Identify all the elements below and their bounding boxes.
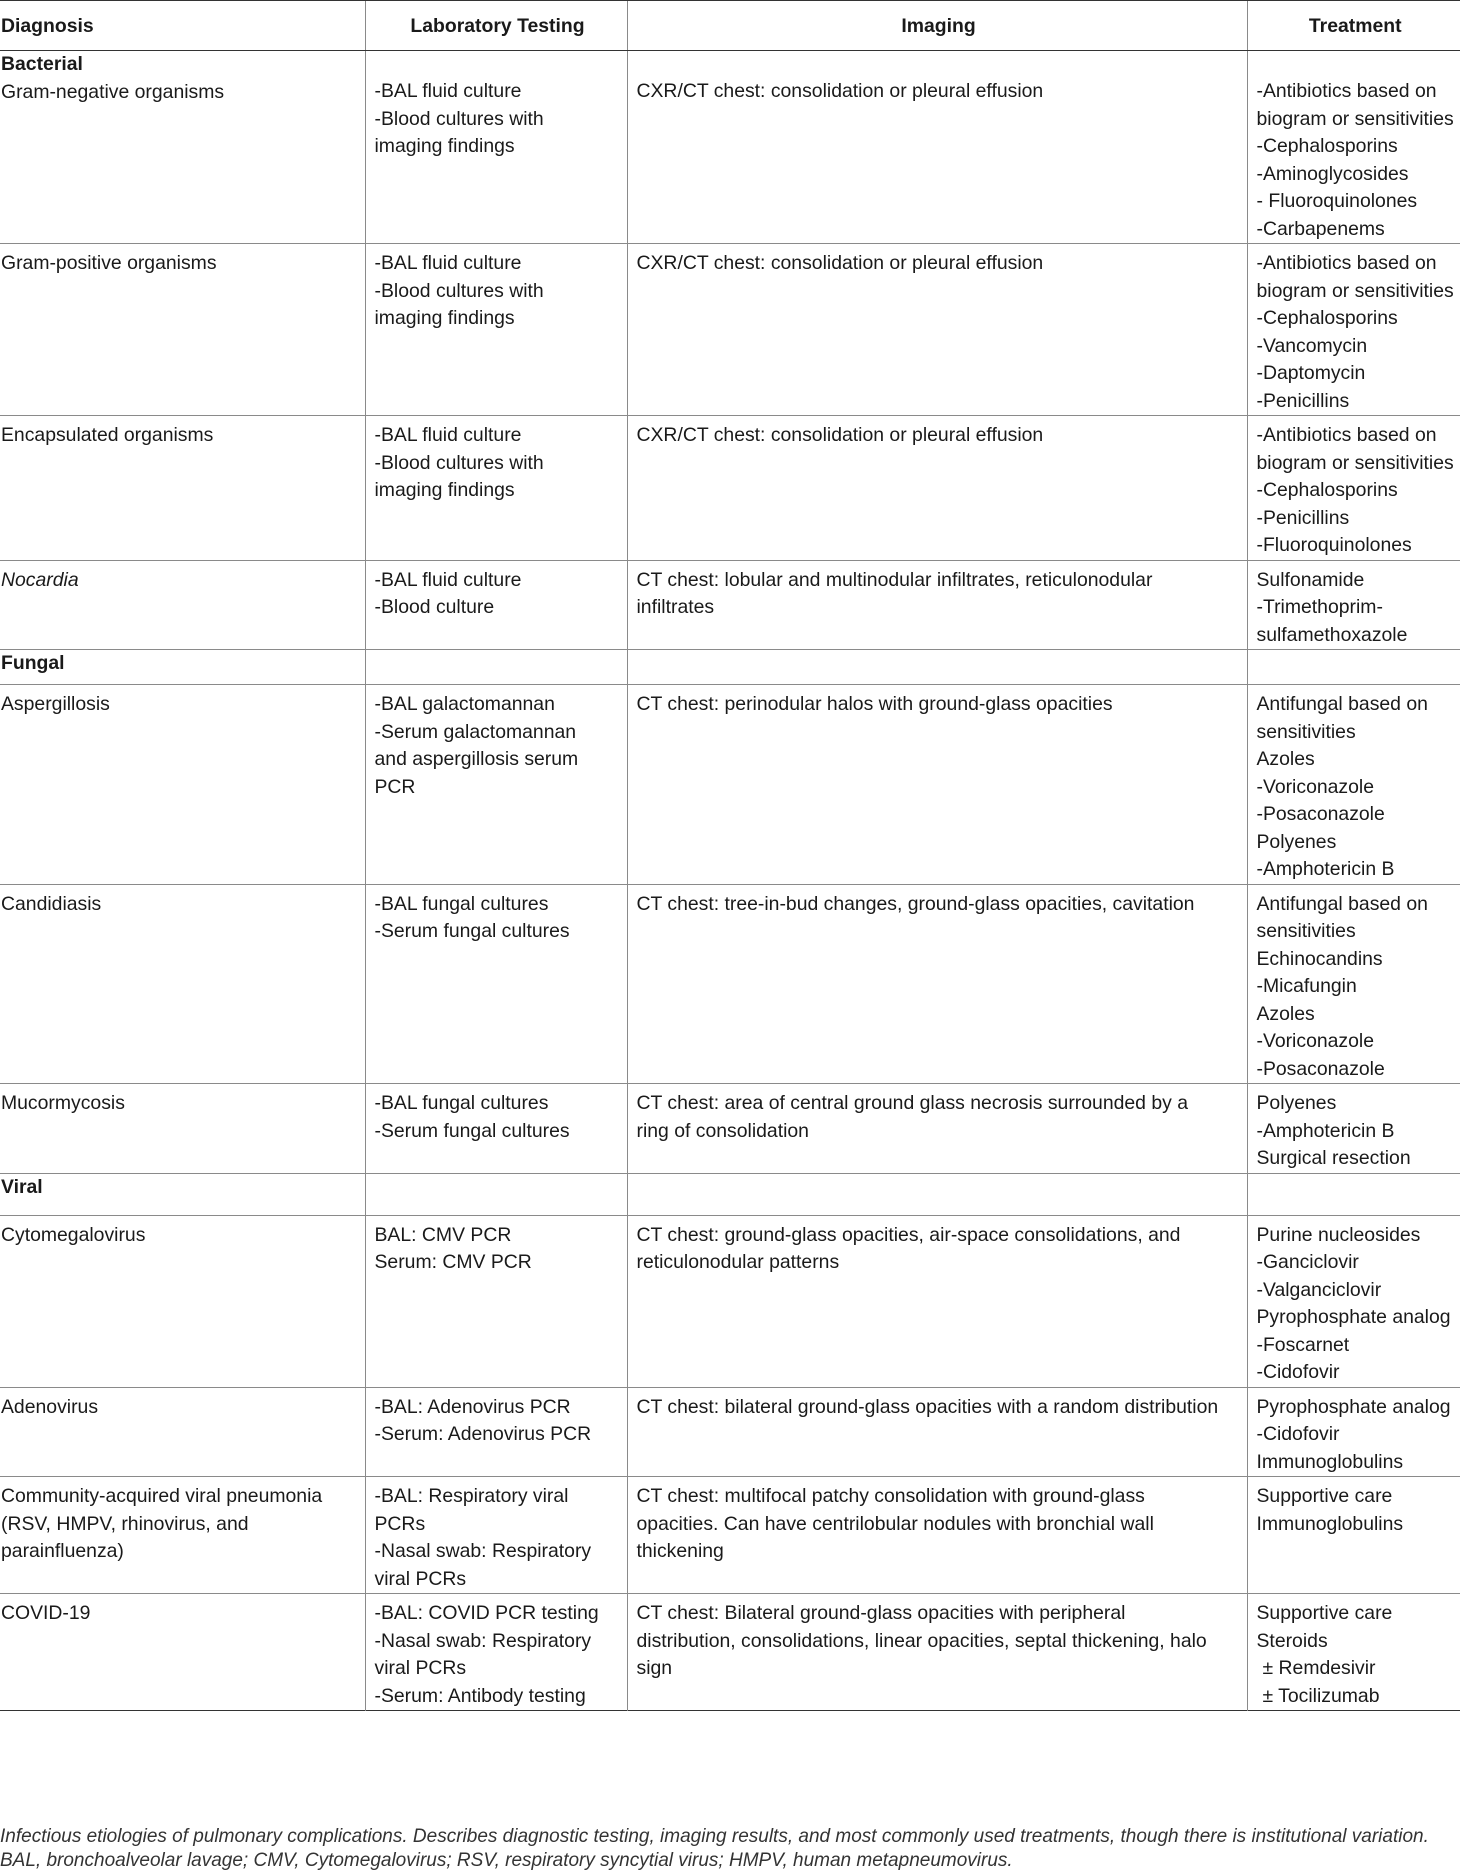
cell-line: -Amphotericin B — [1256, 1119, 1395, 1142]
imaging-cell — [627, 650, 1247, 685]
cell-line: -Fluoroquinolones — [1256, 534, 1412, 556]
treatment-cell — [1247, 1173, 1460, 1215]
diagnosis-name: Adenovirus — [1, 1395, 99, 1418]
imaging-cell — [627, 1387, 1247, 1477]
cell-line: -Serum: Adenovirus PCR — [374, 1423, 592, 1445]
cell-line: viral PCRs — [374, 1657, 467, 1679]
table-row — [0, 884, 1460, 1084]
treatment-cell — [1247, 244, 1460, 416]
cell-line: -Valganciclovir — [1256, 1278, 1382, 1301]
table-row — [0, 51, 1460, 244]
cell-line: CT chest: bilateral ground-glass opacities with a random distribution — [636, 1395, 1219, 1418]
treatment-cell — [1247, 685, 1460, 885]
cell-line: -Cidofovir — [1256, 1423, 1340, 1445]
table-row — [0, 685, 1460, 885]
lab-testing-cell — [365, 416, 627, 561]
lab-testing-cell — [365, 1387, 627, 1477]
header-treatment: Treatment — [1247, 1, 1460, 51]
lab-testing-cell — [365, 685, 627, 885]
cell-line: Sulfonamide — [1256, 568, 1365, 591]
cell-line: sulfamethoxazole — [1256, 623, 1408, 646]
cell-line: sign — [636, 1657, 673, 1679]
cell-line: reticulonodular patterns — [636, 1251, 840, 1273]
lab-testing-cell — [365, 1477, 627, 1594]
cell-line: CT chest: multifocal patchy consolidation with ground-glass — [636, 1485, 1145, 1507]
cell-line: ring of consolidation — [636, 1119, 809, 1142]
cell-line: -Antibiotics based on — [1256, 424, 1437, 446]
cell-line: Purine nucleosides — [1256, 1223, 1421, 1246]
header-diagnosis: Diagnosis — [0, 1, 365, 51]
diagnosis-cell — [0, 685, 365, 885]
lab-testing-cell — [365, 1084, 627, 1174]
imaging-cell — [627, 884, 1247, 1084]
table-row — [0, 244, 1460, 416]
cell-line: -BAL fluid culture — [374, 424, 522, 446]
treatment-cell — [1247, 1477, 1460, 1594]
cell-line: PCRs — [374, 1512, 426, 1535]
imaging-cell — [627, 1477, 1247, 1594]
imaging-cell — [627, 560, 1247, 650]
cell-line: -Antibiotics based on — [1256, 80, 1437, 102]
cell-line: -BAL galactomannan — [374, 693, 555, 715]
cell-line: -Trimethoprim- — [1256, 596, 1383, 618]
lab-testing-cell — [365, 51, 627, 244]
cell-line: -Posaconazole — [1256, 803, 1385, 825]
cell-line: biogram or sensitivities — [1256, 107, 1454, 130]
cell-line: -Serum fungal cultures — [374, 1119, 570, 1142]
diagnosis-name: COVID-19 — [1, 1602, 91, 1624]
lab-testing-cell — [365, 560, 627, 650]
group-heading: Fungal — [1, 652, 65, 674]
lab-testing-cell — [365, 650, 627, 685]
diagnosis-name: Cytomegalovirus — [1, 1223, 146, 1246]
cell-line: CT chest: tree-in-bud changes, ground-glass opacities, cavitation — [636, 892, 1195, 915]
diagnosis-cell — [0, 1215, 365, 1387]
diagnosis-cell — [0, 650, 365, 685]
table-row — [0, 650, 1460, 685]
cell-line: -Cephalosporins — [1256, 135, 1398, 157]
cell-line: Azoles — [1256, 748, 1315, 770]
cell-line: -Voriconazole — [1256, 775, 1374, 798]
cell-line: CXR/CT chest: consolidation or pleural effusion — [636, 80, 1044, 102]
diagnosis-cell — [0, 416, 365, 561]
table-row — [0, 1477, 1460, 1594]
cell-line: -Cephalosporins — [1256, 479, 1398, 501]
cell-line: PCR — [374, 775, 416, 798]
lab-testing-cell — [365, 1215, 627, 1387]
cell-line: -Cephalosporins — [1256, 307, 1398, 329]
cell-line: and aspergillosis serum — [374, 748, 579, 770]
lab-testing-cell — [365, 1173, 627, 1215]
cell-line: Immunoglobulins — [1256, 1450, 1404, 1473]
cell-line: Echinocandins — [1256, 947, 1383, 970]
table-row — [0, 1387, 1460, 1477]
treatment-cell — [1247, 560, 1460, 650]
imaging-cell — [627, 1084, 1247, 1174]
cell-line: -Carbapenems — [1256, 217, 1385, 240]
treatment-cell — [1247, 884, 1460, 1084]
cell-line: -Foscarnet — [1256, 1333, 1350, 1356]
cell-line: -BAL: COVID PCR testing — [374, 1602, 599, 1624]
imaging-cell — [627, 416, 1247, 561]
cell-line: imaging findings — [374, 307, 515, 329]
cell-line: Supportive care — [1256, 1602, 1393, 1624]
cell-line: -BAL fungal cultures — [374, 892, 549, 915]
cell-line: -Blood cultures with — [374, 107, 544, 130]
cell-line: ± Tocilizumab — [1262, 1684, 1380, 1707]
diagnosis-cell — [0, 1477, 365, 1594]
cell-line: imaging findings — [374, 479, 515, 501]
cell-line: CT chest: lobular and multinodular infiltrates, reticulonodular — [636, 568, 1153, 591]
lab-testing-cell — [365, 244, 627, 416]
cell-line: -Nasal swab: Respiratory — [374, 1629, 592, 1652]
cell-line: opacities. Can have centrilobular nodules with bronchial wall — [636, 1512, 1154, 1535]
treatment-cell — [1247, 1215, 1460, 1387]
treatment-cell — [1247, 650, 1460, 685]
diagnosis-cell — [0, 1173, 365, 1215]
cell-line: -Antibiotics based on — [1256, 252, 1437, 274]
diagnosis-cell — [0, 1387, 365, 1477]
cell-line: - Fluoroquinolones — [1256, 190, 1418, 212]
cell-line: -Blood cultures with — [374, 279, 544, 302]
diagnosis-name: Gram-negative organisms — [1, 80, 225, 103]
treatment-cell — [1247, 51, 1460, 244]
imaging-cell — [627, 685, 1247, 885]
header-row — [0, 1, 1460, 51]
cell-line: sensitivities — [1256, 720, 1356, 743]
diagnosis-name: Mucormycosis — [1, 1092, 125, 1114]
cell-line: -Penicillins — [1256, 506, 1350, 529]
cell-line: Immunoglobulins — [1256, 1512, 1404, 1535]
cell-line: -BAL fungal cultures — [374, 1092, 549, 1114]
treatment-cell — [1247, 1594, 1460, 1711]
cell-line: Supportive care — [1256, 1485, 1393, 1507]
table-row — [0, 1215, 1460, 1387]
header-laboratory-testing: Laboratory Testing — [365, 1, 627, 51]
cell-line: Pyrophosphate analog — [1256, 1306, 1451, 1328]
table-row — [0, 1173, 1460, 1215]
cell-line: CT chest: area of central ground glass necrosis surrounded by a — [636, 1092, 1188, 1114]
cell-line: -Blood culture — [374, 596, 495, 618]
diagnosis-name: Aspergillosis — [1, 693, 110, 715]
cell-line: Azoles — [1256, 1002, 1315, 1025]
cell-line: imaging findings — [374, 135, 515, 157]
cell-line: -Serum fungal cultures — [374, 920, 570, 942]
diagnosis-cell — [0, 244, 365, 416]
cell-line: -Blood cultures with — [374, 451, 544, 474]
diagnosis-cell — [0, 51, 365, 244]
diagnosis-cell — [0, 1594, 365, 1711]
cell-line: biogram or sensitivities — [1256, 451, 1454, 474]
cell-line: -Ganciclovir — [1256, 1251, 1359, 1273]
table-footnote: Infectious etiologies of pulmonary complications. Describes diagnostic testing, imaging results, and most commonly used treatments, though there is institutional variation. BAL, bronchoalveolar lavage; CMV, Cytomegalovirus; RSV, respiratory syncytial virus; HMPV, human metapneumovirus. — [0, 1826, 1429, 1871]
group-heading: Bacterial — [1, 53, 83, 75]
cell-line: distribution, consolidations, linear opacities, septal thickening, halo — [636, 1629, 1207, 1652]
treatment-cell — [1247, 1084, 1460, 1174]
cell-line: CXR/CT chest: consolidation or pleural effusion — [636, 252, 1044, 274]
cell-line: -BAL: Adenovirus PCR — [374, 1395, 571, 1418]
cell-line: Steroids — [1256, 1629, 1328, 1652]
diagnosis-cell — [0, 560, 365, 650]
cell-line: -Penicillins — [1256, 389, 1350, 412]
table-row — [0, 1084, 1460, 1174]
lab-testing-cell — [365, 1594, 627, 1711]
treatment-cell — [1247, 416, 1460, 561]
cell-line: Polyenes — [1256, 1092, 1337, 1114]
diagnosis-cell — [0, 1084, 365, 1174]
cell-line: -BAL: Respiratory viral — [374, 1485, 569, 1507]
table-row — [0, 560, 1460, 650]
cell-line: -Micafungin — [1256, 975, 1357, 997]
cell-line: -BAL fluid culture — [374, 252, 522, 274]
imaging-cell — [627, 51, 1247, 244]
cell-line: Serum: CMV PCR — [374, 1251, 532, 1273]
table-body — [0, 51, 1460, 1711]
cell-line: biogram or sensitivities — [1256, 279, 1454, 302]
cell-line: CT chest: ground-glass opacities, air-space consolidations, and — [636, 1223, 1181, 1246]
cell-line: -Posaconazole — [1256, 1057, 1385, 1080]
diagnosis-name: Community-acquired viral pneumonia (RSV, HMPV, rhinovirus, and parainfluenza) — [1, 1485, 323, 1562]
cell-line: -Nasal swab: Respiratory — [374, 1540, 592, 1562]
diagnosis-name: Encapsulated organisms — [1, 424, 214, 446]
cell-line: infiltrates — [636, 596, 715, 618]
cell-line: ± Remdesivir — [1262, 1657, 1376, 1679]
cell-line: Surgical resection — [1256, 1147, 1411, 1169]
diagnosis-name: Nocardia — [1, 568, 79, 591]
cell-line: -Serum galactomannan — [374, 720, 577, 743]
imaging-cell — [627, 1594, 1247, 1711]
cell-line: -Amphotericin B — [1256, 858, 1395, 880]
diagnosis-cell — [0, 884, 365, 1084]
cell-line: Antifungal based on — [1256, 693, 1428, 715]
cell-line: -Daptomycin — [1256, 362, 1366, 384]
cell-line: sensitivities — [1256, 920, 1356, 942]
cell-line: -BAL fluid culture — [374, 80, 522, 102]
cell-line: thickening — [636, 1540, 724, 1562]
cell-line: CT chest: Bilateral ground-glass opacities with peripheral — [636, 1602, 1126, 1624]
cell-line: -Aminoglycosides — [1256, 162, 1409, 185]
table-row — [0, 1594, 1460, 1711]
cell-line: -Vancomycin — [1256, 334, 1368, 357]
cell-line: CXR/CT chest: consolidation or pleural effusion — [636, 424, 1044, 446]
diagnosis-name: Candidiasis — [1, 892, 102, 915]
cell-line: -Serum: Antibody testing — [374, 1684, 586, 1707]
imaging-cell — [627, 244, 1247, 416]
cell-line: viral PCRs — [374, 1567, 467, 1590]
imaging-cell — [627, 1173, 1247, 1215]
cell-line: -Voriconazole — [1256, 1030, 1374, 1052]
cell-line: Antifungal based on — [1256, 892, 1428, 915]
diagnosis-name: Gram-positive organisms — [1, 252, 217, 274]
cell-line: -Cidofovir — [1256, 1361, 1340, 1383]
cell-line: Pyrophosphate analog — [1256, 1395, 1451, 1418]
cell-line: -BAL fluid culture — [374, 568, 522, 591]
table-row — [0, 416, 1460, 561]
treatment-cell — [1247, 1387, 1460, 1477]
cell-line: BAL: CMV PCR — [374, 1223, 512, 1246]
lab-testing-cell — [365, 884, 627, 1084]
cell-line: Polyenes — [1256, 830, 1337, 853]
cell-line: CT chest: perinodular halos with ground-glass opacities — [636, 693, 1113, 715]
group-heading: Viral — [1, 1175, 43, 1198]
header-imaging: Imaging — [627, 1, 1247, 51]
imaging-cell — [627, 1215, 1247, 1387]
